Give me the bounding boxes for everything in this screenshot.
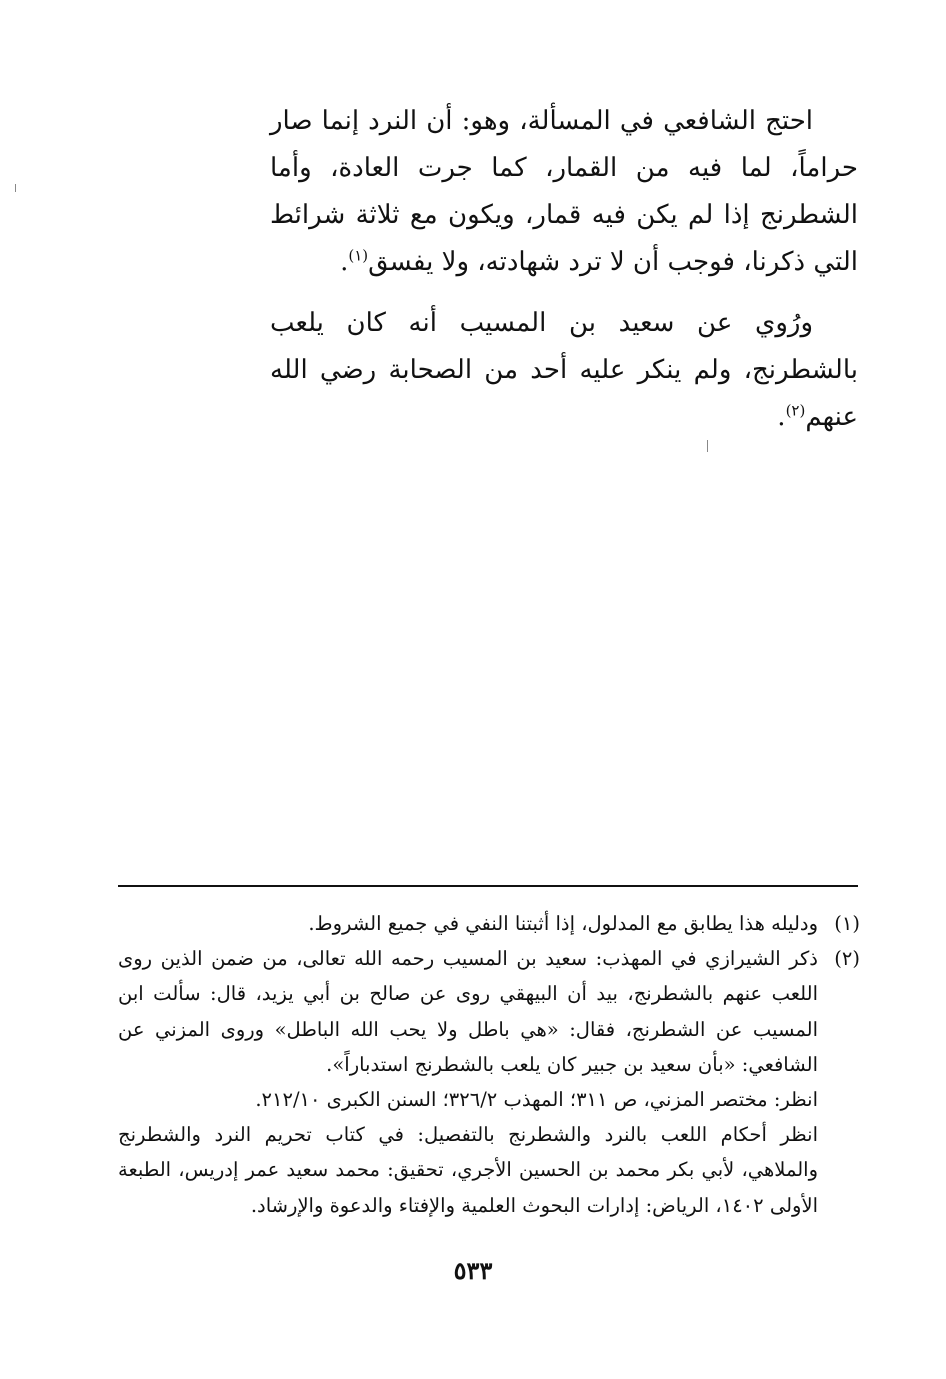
footnote-1 xyxy=(118,906,860,941)
paragraph-2-end: . xyxy=(777,402,786,432)
scan-mark xyxy=(15,184,16,192)
paragraph-1-text: احتج الشافعي في المسألة، وهو: أن النرد إنما صار حراماً، لما فيه من القمار، كما جرت العادة، وأما الشطرنج إذا لم يكن فيه قمار، ويكون مع ثلاثة شرائط التي ذكرنا، فوجب أن لا ترد شهادته، ولا يفسق xyxy=(270,106,858,277)
footnote-ref-1: (١) xyxy=(348,246,369,265)
footnotes xyxy=(118,906,860,1223)
page-number: ٥٣٣ xyxy=(453,1256,493,1285)
paragraph-2 xyxy=(270,300,858,441)
footnote-2-detail-line: انظر أحكام اللعب بالنرد والشطرنج بالتفصيل: في كتاب تحريم النرد والشطرنج والملاهي، لأبي بكر محمد بن الحسين الأجري، تحقيق: محمد سعيد عمر إدريس، الطبعة الأولى ١٤٠٢، الرياض: إدارات البحوث العلمية والإفتاء والدعوة والإرشاد. xyxy=(118,1123,818,1217)
paragraph-1 xyxy=(270,98,858,286)
footnote-1-text: ودليله هذا يطابق مع المدلول، إذا أثبتنا النفي في جميع الشروط. xyxy=(308,912,818,935)
footnote-2 xyxy=(118,941,860,1223)
footnote-separator xyxy=(118,885,858,887)
footnote-2-text: ذكر الشيرازي في المهذب: سعيد بن المسيب رحمه الله تعالى، من ضمن الذين روى اللعب عنهم بالشطرنج، بيد أن البيهقي روى عن صالح بن أبي يزيد، قال: سألت ابن المسيب عن الشطرنج، فقال: «هي باطل ولا يحب الله الباطل» وروى المزني عن الشافعي: «بأن سعيد بن جبير كان يلعب بالشطرنج استدباراً». xyxy=(118,947,818,1076)
footnote-2-number: (٢) xyxy=(834,947,860,971)
footnote-1-number: (١) xyxy=(834,912,860,935)
footnote-ref-2: (٢) xyxy=(785,401,806,420)
main-text xyxy=(270,98,858,441)
footnote-2-reference-line: انظر: مختصر المزني، ص ٣١١؛ المهذب ٣٢٦/٢؛ السنن الكبرى ٢١٢/١٠. xyxy=(255,1088,818,1112)
scan-mark xyxy=(707,440,708,452)
paragraph-2-text: ورُوي عن سعيد بن المسيب أنه كان يلعب بالشطرنج، ولم ينكر عليه أحد من الصحابة رضي الله عنهم xyxy=(270,308,858,432)
paragraph-1-end: . xyxy=(340,247,349,277)
